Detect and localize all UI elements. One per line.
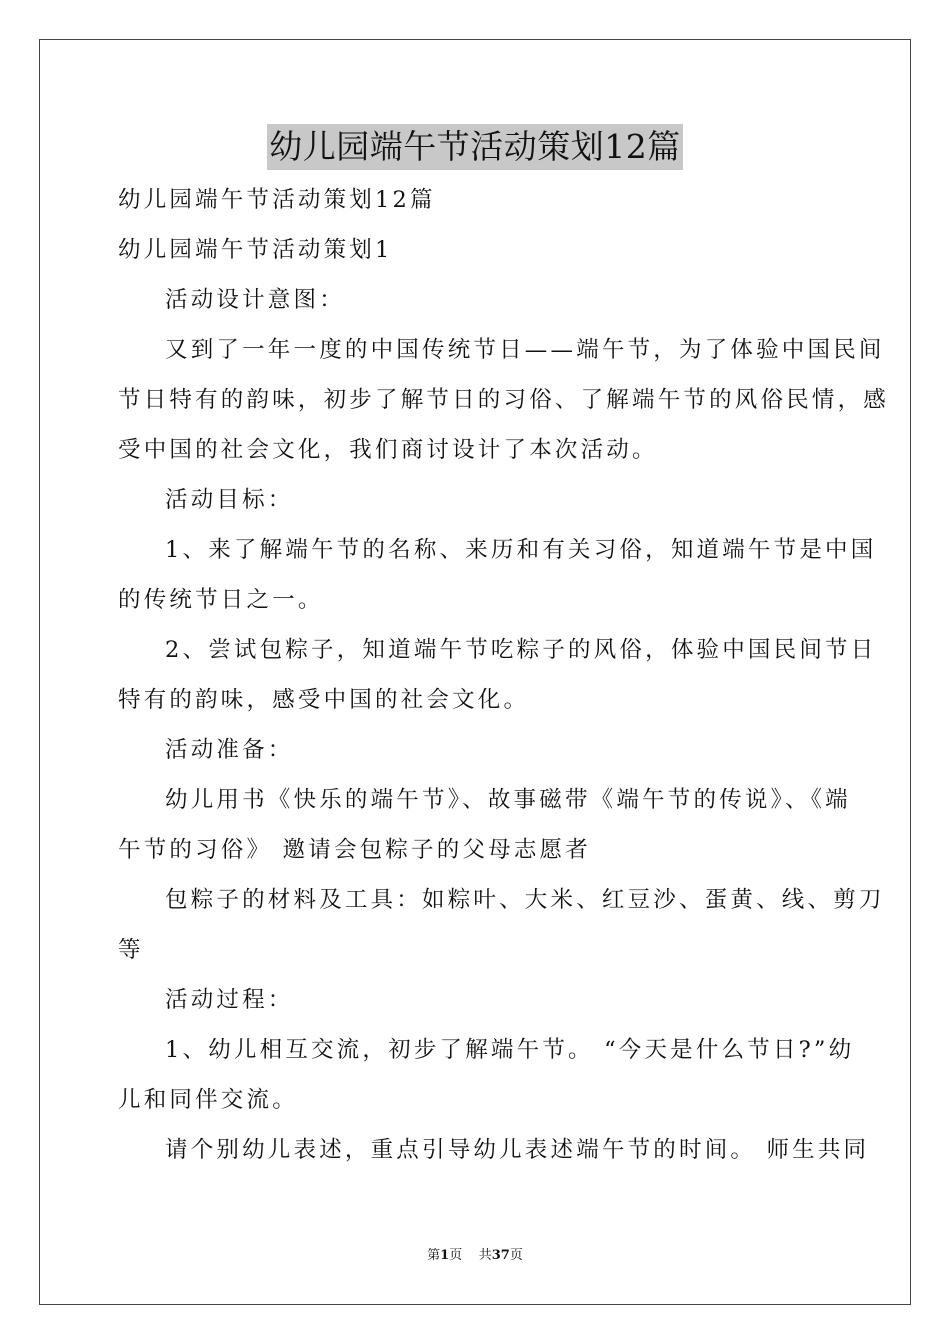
page-border: [39, 39, 911, 1305]
total-pages: 37: [491, 1248, 510, 1263]
paragraph-line: 活动设计意图：: [165, 287, 345, 313]
paragraph-line: 午节的习俗》 邀请会包粽子的父母志愿者: [118, 837, 591, 863]
paragraph-line: 活动目标：: [165, 487, 294, 513]
paragraph-line: 节日特有的韵味，初步了解节日的习俗、了解端午节的风俗民情，感: [118, 387, 890, 413]
paragraph-line: 请个别幼儿表述，重点引导幼儿表述端午节的时间。 师生共同: [165, 1137, 870, 1163]
paragraph-line: 包粽子的材料及工具：如粽叶、大米、红豆沙、蛋黄、线、剪刀: [165, 887, 885, 913]
paragraph-line: 儿和同伴交流。: [118, 1087, 298, 1113]
paragraph-line: 1、来了解端午节的名称、来历和有关习俗，知道端午节是中国: [165, 537, 877, 563]
paragraph-line: 1、幼儿相互交流，初步了解端午节。 “今天是什么节日?”幼: [165, 1037, 855, 1063]
total-prefix: 共: [478, 1248, 492, 1263]
paragraph-line: 幼儿用书《快乐的端午节》、故事磁带《端午节的传说》、《端: [165, 787, 851, 813]
title-block: [0, 124, 950, 170]
paragraph-line: 的传统节日之一。: [118, 587, 324, 613]
paragraph-line: 等: [118, 937, 144, 963]
total-suffix: 页: [509, 1248, 523, 1263]
paragraph-line: 又到了一年一度的中国传统节日——端午节，为了体验中国民间: [165, 337, 885, 363]
page-footer: [0, 1247, 950, 1265]
paragraph-line: 受中国的社会文化，我们商讨设计了本次活动。: [118, 437, 658, 463]
page-number: 1: [440, 1248, 450, 1263]
document-title: 幼儿园端午节活动策划12篇: [267, 124, 683, 170]
paragraph-line: 2、尝试包粽子，知道端午节吃粽子的风俗，体验中国民间节日: [165, 637, 877, 663]
paragraph-line: 活动准备：: [165, 737, 294, 763]
paragraph-line: 活动过程：: [165, 987, 294, 1013]
section-heading-line: 幼儿园端午节活动策划1: [118, 237, 393, 263]
paragraph-line: 特有的韵味，感受中国的社会文化。: [118, 687, 530, 713]
page-suffix: 页: [449, 1248, 463, 1263]
subtitle-line: 幼儿园端午节活动策划12篇: [118, 187, 436, 213]
page-prefix: 第: [427, 1248, 441, 1263]
